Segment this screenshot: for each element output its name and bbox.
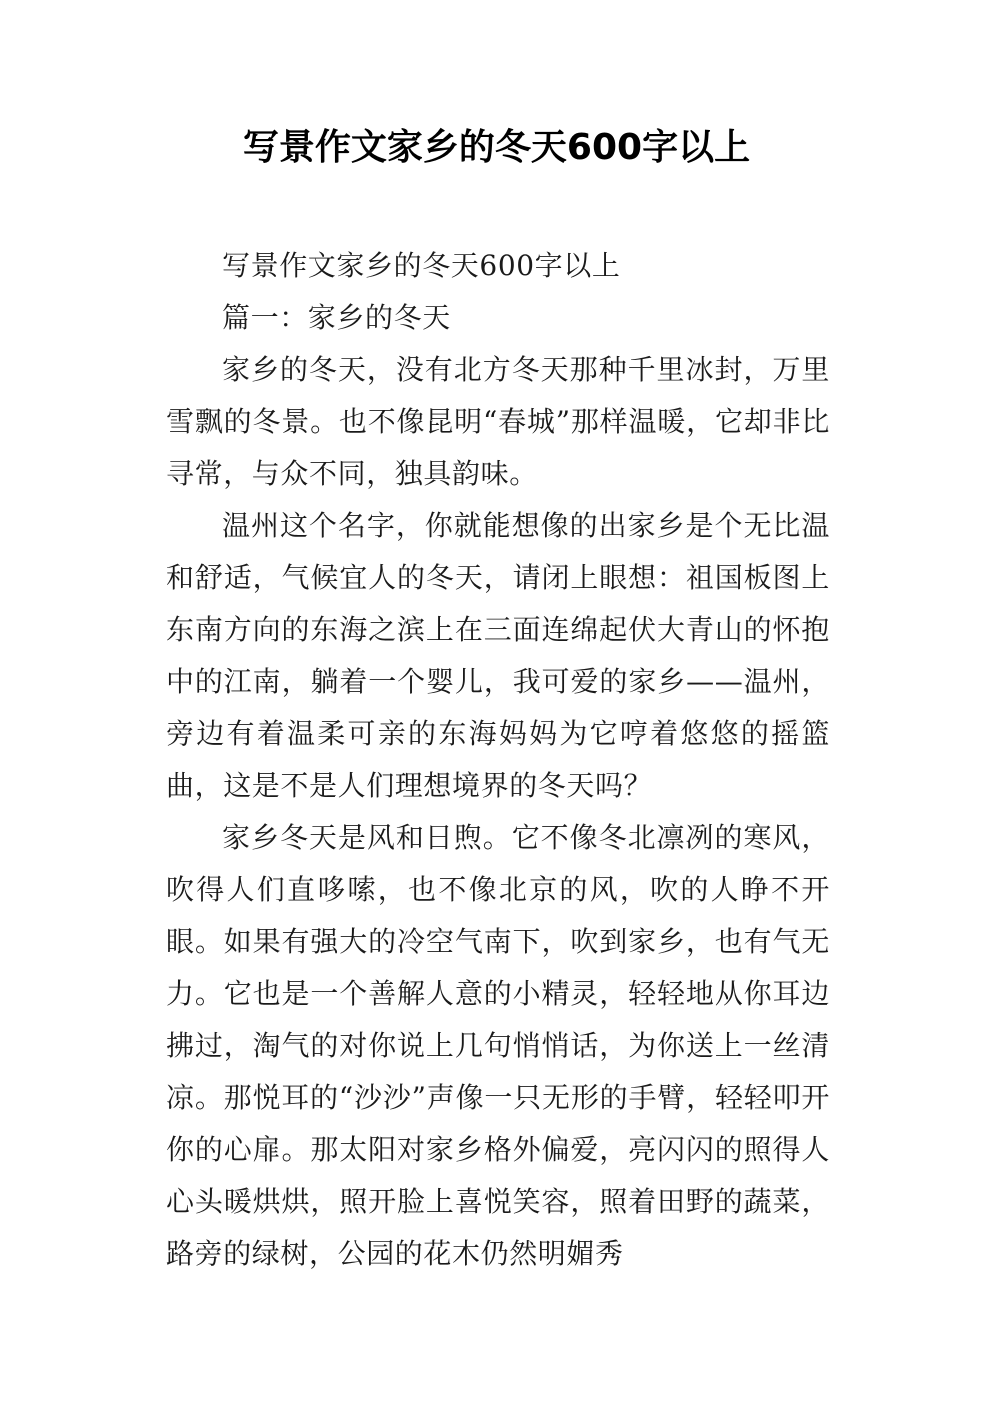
paragraph-intro: 家乡的冬天，没有北方冬天那种千里冰封，万里雪飘的冬景。也不像昆明“春城”那样温暖，它却非比寻常，与众不同，独具韵味。 [166, 353, 830, 490]
paragraph-wenzhou: 温州这个名字，你就能想像的出家乡是个无比温和舒适，气候宜人的冬天，请闭上眼想：祖国板图上东南方向的东海之滨上在三面连绵起伏大青山的怀抱中的江南，躺着一个婴儿，我可爱的家乡——温州，旁边有着温柔可亲的东海妈妈为它哼着悠悠的摇篮曲，这是不是人们理想境界的冬天吗？ [166, 509, 830, 802]
paragraph-subtitle: 写景作文家乡的冬天600字以上 [222, 249, 621, 282]
paragraph-chapter-heading: 篇一：家乡的冬天 [222, 301, 451, 334]
document-body [166, 240, 830, 1280]
paragraph-wind-and-sun: 家乡冬天是风和日煦。它不像冬北凛冽的寒风，吹得人们直哆嗦，也不像北京的风，吹的人睁不开眼。如果有强大的冷空气南下，吹到家乡，也有气无力。它也是一个善解人意的小精灵，轻轻地从你耳边拂过，淘气的对你说上几句悄悄话，为你送上一丝清凉。那悦耳的“沙沙”声像一只无形的手臂，轻轻叩开你的心扉。那太阳对家乡格外偏爱，亮闪闪的照得人心头暖烘烘，照开脸上喜悦笑容，照着田野的蔬菜，路旁的绿树，公园的花木仍然明媚秀 [166, 821, 830, 1270]
document-title: 写景作文家乡的冬天600字以上 [242, 127, 751, 168]
